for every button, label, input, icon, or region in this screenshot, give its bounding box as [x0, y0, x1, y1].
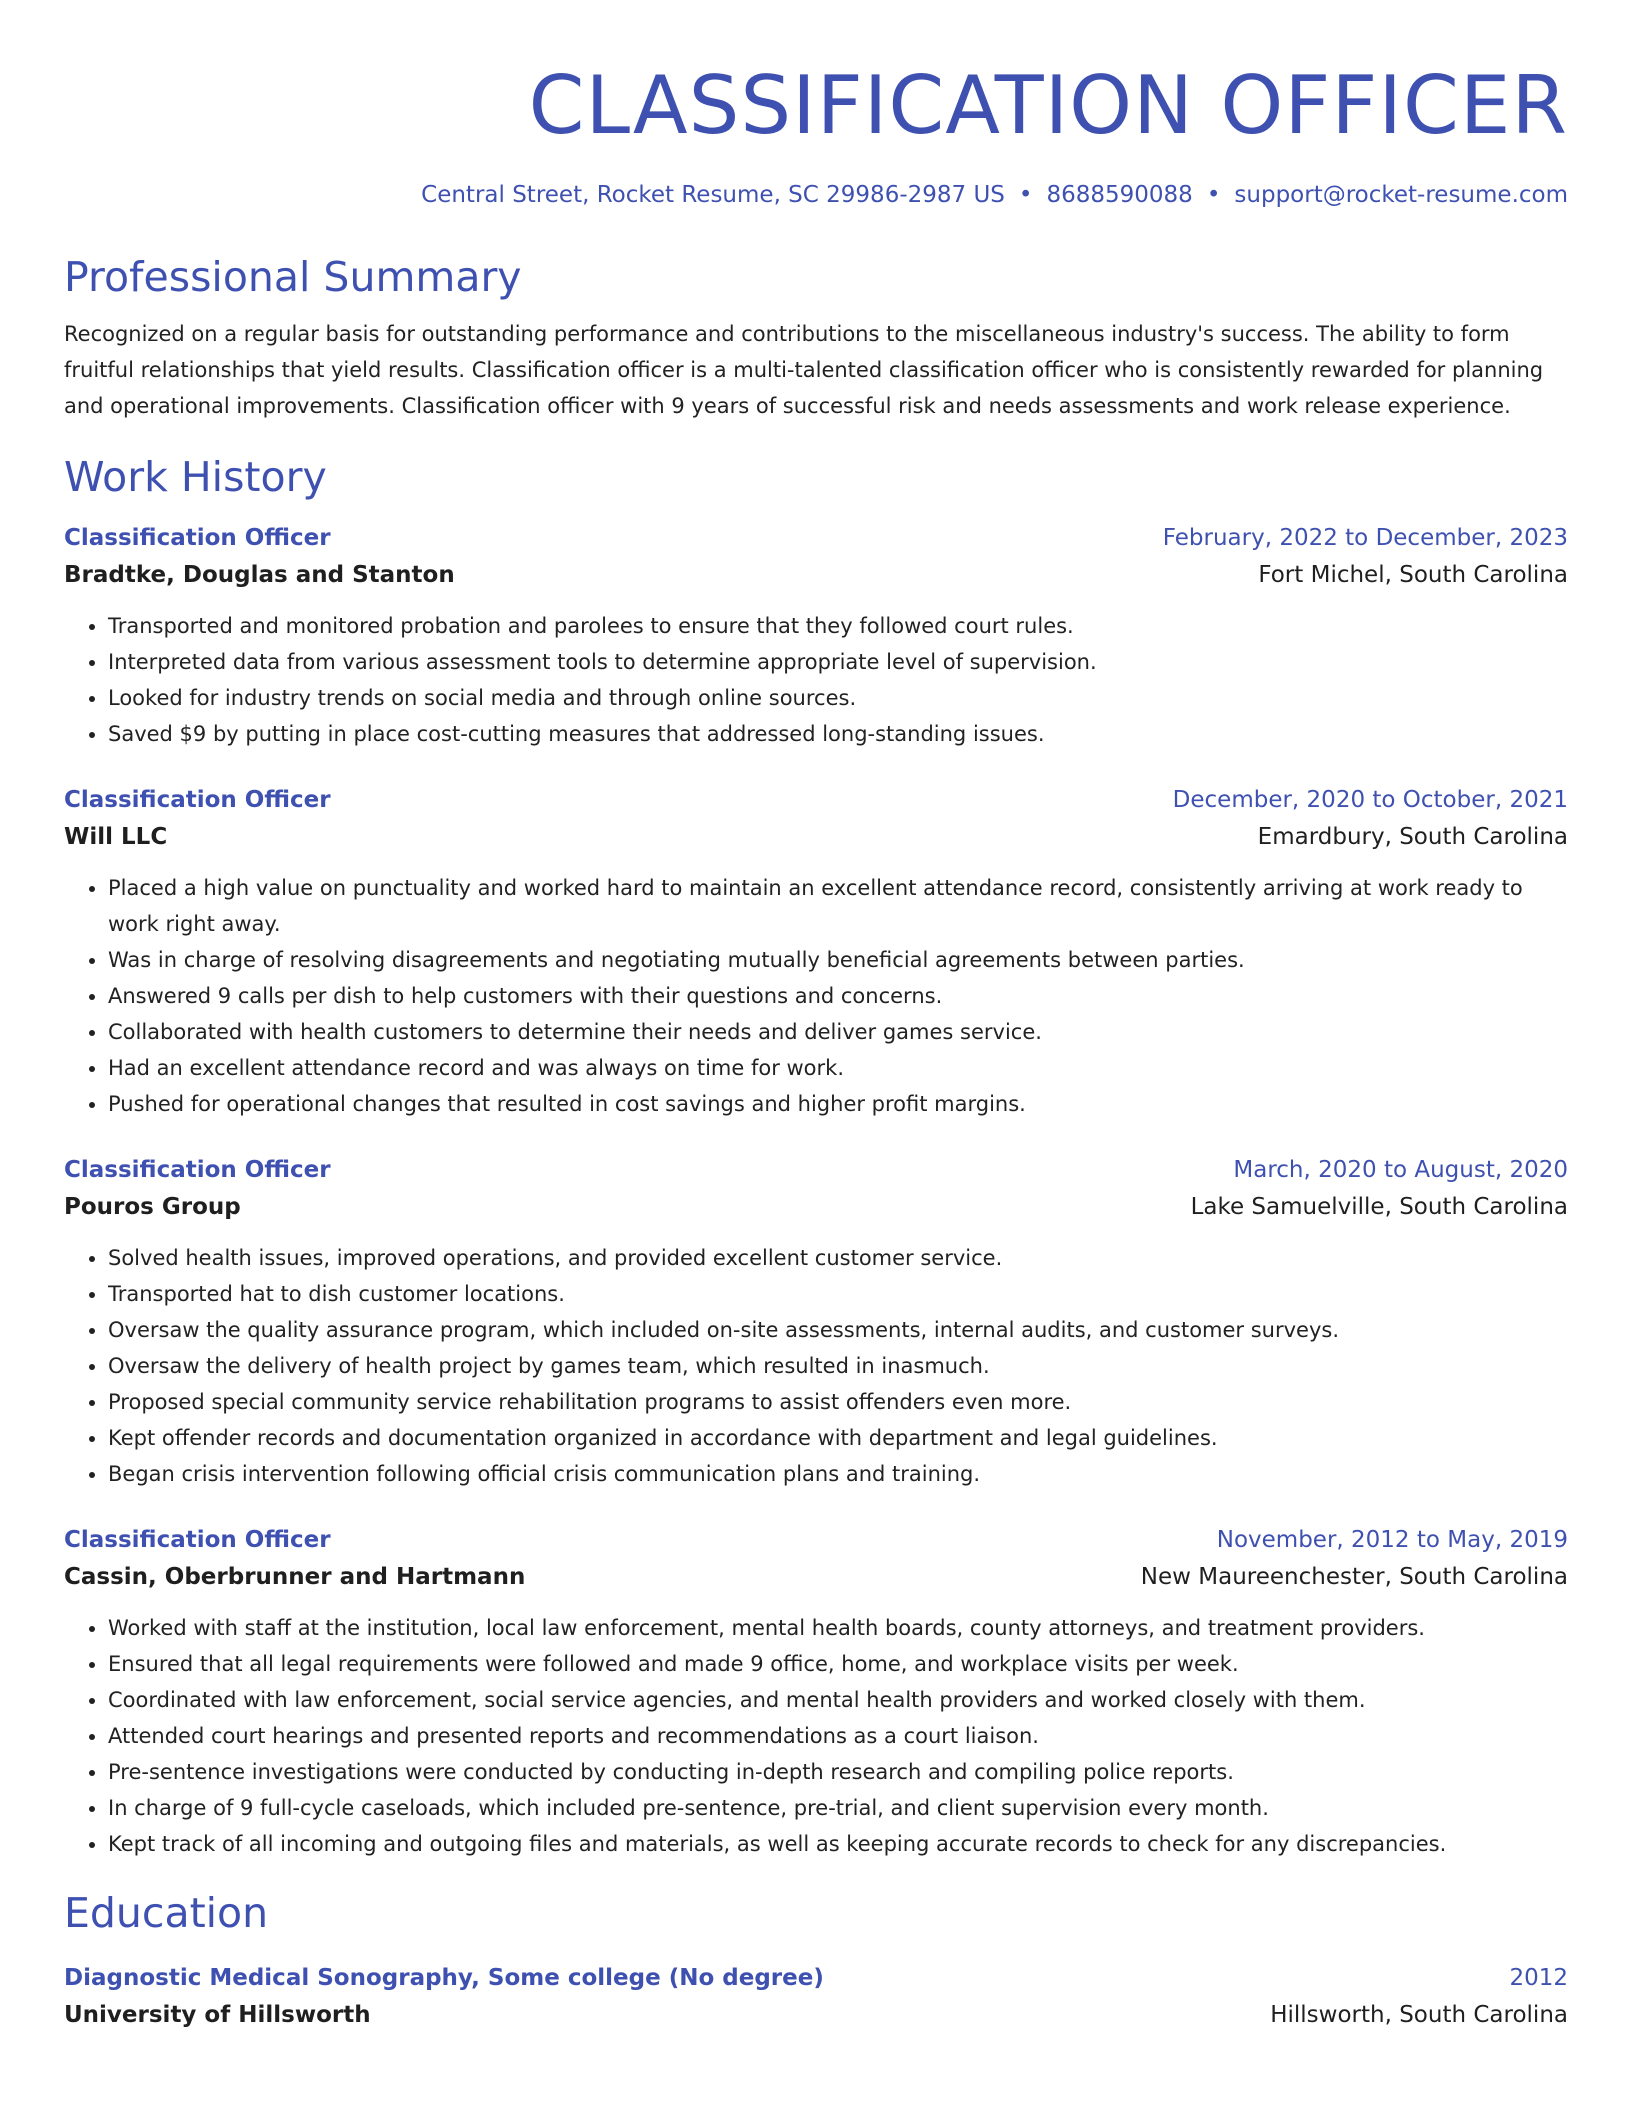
job-bullet: • Oversaw the delivery of health project by games team, which resulted in inasmuch. — [108, 1348, 1568, 1384]
job-bullet: • Began crisis intervention following official crisis communication plans and training. — [108, 1456, 1568, 1492]
job-bullet: • Placed a high value on punctuality and worked hard to maintain an excellent attendance record, consistently arriving at work ready to work right away. — [108, 870, 1568, 942]
job-bullet: • Was in charge of resolving disagreements and negotiating mutually beneficial agreements between parties. — [108, 942, 1568, 978]
job-title: Classification Officer — [64, 1527, 331, 1553]
job-company: Pouros Group — [64, 1194, 241, 1220]
education-entry — [64, 1960, 1568, 2034]
contact-line — [64, 178, 1568, 212]
job-bullet: • Ensured that all legal requirements were followed and made 9 office, home, and workplace visits per week. — [108, 1646, 1568, 1682]
contact-phone: 8688590088 — [1046, 182, 1193, 208]
job-location: Fort Michel, South Carolina — [1258, 562, 1568, 588]
job-location: Emardbury, South Carolina — [1257, 824, 1568, 850]
resume-page — [64, 0, 1568, 2034]
job-bullet: • Proposed special community service rehabilitation programs to assist offenders even more. — [108, 1384, 1568, 1420]
contact-email: support@rocket-resume.com — [1234, 182, 1568, 208]
job-dates: December, 2020 to October, 2021 — [1172, 787, 1568, 813]
education-degree: Diagnostic Medical Sonography, Some college (No degree) — [64, 1965, 824, 1991]
job-bullet: • Transported and monitored probation and parolees to ensure that they followed court rules. — [108, 608, 1568, 644]
job-location: New Maureenchester, South Carolina — [1140, 1564, 1568, 1590]
work-history-heading: Work History — [64, 453, 327, 501]
education-year: 2012 — [1509, 1965, 1568, 1991]
job-bullet: • Collaborated with health customers to determine their needs and deliver games service. — [108, 1014, 1568, 1050]
job-company: Cassin, Oberbrunner and Hartmann — [64, 1564, 526, 1590]
job-entry — [64, 1522, 1568, 1862]
job-dates: November, 2012 to May, 2019 — [1216, 1527, 1568, 1553]
separator-dot: • — [1206, 182, 1221, 208]
job-bullet: • Had an excellent attendance record and was always on time for work. — [108, 1050, 1568, 1086]
job-entry — [64, 1152, 1568, 1492]
job-bullets — [64, 870, 1568, 1122]
job-entry — [64, 782, 1568, 1122]
job-bullet: • Pre-sentence investigations were conducted by conducting in-depth research and compiling police reports. — [108, 1754, 1568, 1790]
job-location: Lake Samuelville, South Carolina — [1190, 1194, 1568, 1220]
job-bullets — [64, 1240, 1568, 1492]
job-dates: February, 2022 to December, 2023 — [1162, 525, 1568, 551]
job-company: Bradtke, Douglas and Stanton — [64, 562, 455, 588]
job-bullet: • Worked with staff at the institution, local law enforcement, mental health boards, county attorneys, and treatment providers. — [108, 1610, 1568, 1646]
job-entry — [64, 520, 1568, 752]
job-bullet: • Kept track of all incoming and outgoing files and materials, as well as keeping accurate records to check for any discrepancies. — [108, 1826, 1568, 1862]
summary-text: Recognized on a regular basis for outstanding performance and contributions to the miscellaneous industry's success. The ability to form fruitful relationships that yield results. Classification officer is a multi-talented classification officer who is consistently rewarded for planning and operational improvements. Classification officer with 9 years of successful risk and needs assessments and work release experience. — [64, 322, 1544, 418]
job-company: Will LLC — [64, 824, 168, 850]
job-title: Classification Officer — [64, 787, 331, 813]
job-bullet: • Transported hat to dish customer locations. — [108, 1276, 1568, 1312]
job-bullet: • Coordinated with law enforcement, social service agencies, and mental health providers and worked closely with them. — [108, 1682, 1568, 1718]
job-bullet: • Attended court hearings and presented reports and recommendations as a court liaison. — [108, 1718, 1568, 1754]
job-bullet: • Interpreted data from various assessment tools to determine appropriate level of supervision. — [108, 644, 1568, 680]
job-bullets — [64, 608, 1568, 752]
education-school: University of Hillsworth — [64, 2002, 371, 2028]
job-bullet: • Kept offender records and documentation organized in accordance with department and legal guidelines. — [108, 1420, 1568, 1456]
summary-heading: Professional Summary — [64, 253, 522, 301]
education-heading: Education — [64, 1889, 269, 1937]
education-location: Hillsworth, South Carolina — [1270, 2002, 1568, 2028]
job-title: Classification Officer — [64, 1157, 331, 1183]
job-bullet: • Oversaw the quality assurance program, which included on-site assessments, internal audits, and customer surveys. — [108, 1312, 1568, 1348]
job-bullet: • Answered 9 calls per dish to help customers with their questions and concerns. — [108, 978, 1568, 1014]
job-bullet: • In charge of 9 full-cycle caseloads, which included pre-sentence, pre-trial, and client supervision every month. — [108, 1790, 1568, 1826]
job-bullet: • Saved $9 by putting in place cost-cutting measures that addressed long-standing issues. — [108, 716, 1568, 752]
job-dates: March, 2020 to August, 2020 — [1233, 1157, 1568, 1183]
job-title: Classification Officer — [64, 525, 331, 551]
separator-dot: • — [1018, 182, 1033, 208]
job-bullet: • Looked for industry trends on social media and through online sources. — [108, 680, 1568, 716]
job-bullets — [64, 1610, 1568, 1862]
contact-address: Central Street, Rocket Resume, SC 29986-2987 US — [421, 182, 1005, 208]
job-bullet: • Solved health issues, improved operations, and provided excellent customer service. — [108, 1240, 1568, 1276]
resume-name: CLASSIFICATION OFFICER — [528, 59, 1568, 152]
job-bullet: • Pushed for operational changes that resulted in cost savings and higher profit margins. — [108, 1086, 1568, 1122]
